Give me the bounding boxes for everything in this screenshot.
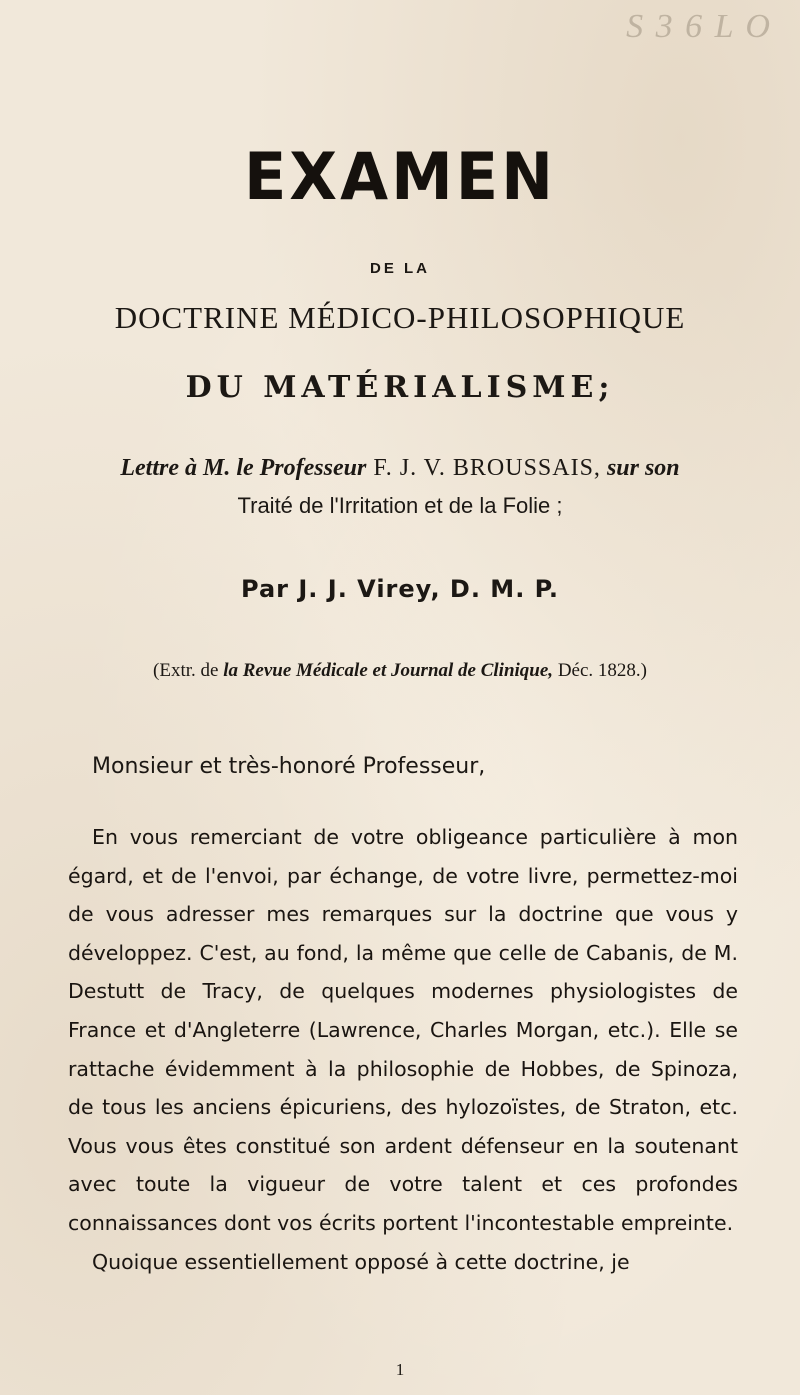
title-de-la: DE LA <box>370 260 430 277</box>
subtitle-sur-son: sur son <box>600 455 680 481</box>
extract-note <box>0 660 800 682</box>
extract-prefix: (Extr. de <box>153 660 224 681</box>
subtitle-traite: Traité de l'Irritation et de la Folie ; <box>237 493 563 518</box>
subtitle-broussais: F. J. V. BROUSSAIS, <box>366 455 601 481</box>
subtitle-letter-italic: Lettre à M. le Professeur <box>120 455 367 481</box>
title-examen: EXAMEN <box>243 138 557 215</box>
title-doctrine: DOCTRINE MÉDICO-PHILOSOPHIQUE <box>114 300 686 335</box>
paragraph: En vous remerciant de votre obligeance particulière à mon égard, et de l'envoi, par échange, de votre livre, permettez-moi de vous adresser mes remarques sur la doctrine que vous y développez. C'est, au fond, la même que celle de Cabanis, de M. Destutt de Tracy, de quelques modernes physiologistes de France et d'Angleterre (Lawrence, Charles Morgan, etc.). Elle se rattache évidemment à la philosophie de Hobbes, de Spinoza, de tous les anciens épicuriens, des hylozoïstes, de Straton, etc. Vous vous êtes constitué son ardent défenseur en la soutenant avec toute la vigueur de votre talent et ces profondes connaissances dont vos écrits portent l'incontestable empreinte. <box>68 825 738 1235</box>
page-number: 1 <box>395 1360 405 1379</box>
title-materialisme: DU MATÉRIALISME; <box>185 370 615 405</box>
extract-journal: la Revue Médicale et Journal de Clinique, <box>223 660 554 681</box>
paragraph: Quoique essentiellement opposé à cette doctrine, je <box>92 1249 630 1274</box>
letter-body <box>68 818 738 1281</box>
author-line: Par J. J. Virey, D. M. P. <box>241 575 559 603</box>
salutation: Monsieur et très-honoré Professeur, <box>92 754 486 779</box>
subtitle-letter <box>0 455 800 482</box>
shelfmark-annotation: S 3 6 L O <box>626 8 772 45</box>
extract-date: Déc. 1828.) <box>553 660 647 681</box>
